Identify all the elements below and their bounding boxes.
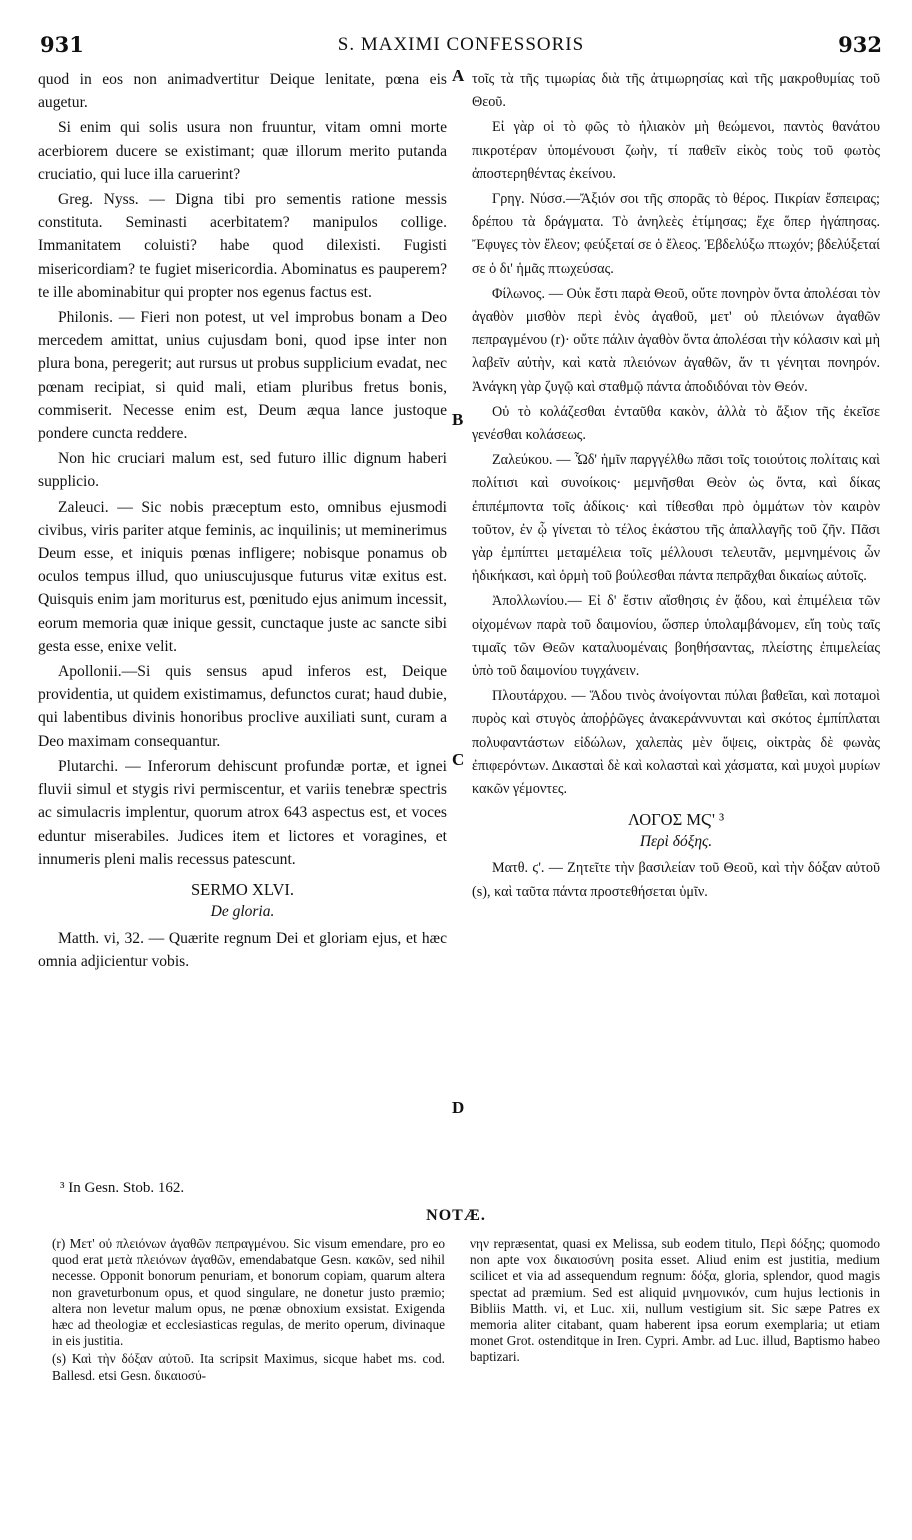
greek-paragraph: Εἰ γὰρ οἱ τὸ φῶς τὸ ἡλιακὸν μὴ θεώμενοι, παντὸς θανάτου πικροτέραν ὑπομένουσι ζωὴν, τί παθεῖν εἰκὸς τοὺς τοῦ φωτὸς ἀποστερηθέντας ἐκείνου. xyxy=(472,119,880,182)
footnote: ³ In Gesn. Stob. 162. xyxy=(60,1180,185,1196)
latin-paragraph: Philonis. — Fieri non potest, ut vel improbus bonam a Deo mercedem amittat, unius cujusdam boni, quod ipse inter non plura bona, peregerit; aut rursus ut probus supplicium evadat, nec pœnam recipiat, si quid mali, etiam pluribus fretus bonis, commiserit. Necesse enim est, Deum æqua lance justoque pondere cuncta reddere. xyxy=(38,309,447,443)
running-title: S. MAXIMI CONFESSORIS xyxy=(337,34,585,55)
latin-paragraph: Matth. vi, 32. — Quærite regnum Dei et gloriam ejus, et hæc omnia adjicientur vobis. xyxy=(38,929,447,971)
sermo-subtitle: De gloria. xyxy=(210,902,275,920)
notes-right-column xyxy=(470,1236,880,1368)
page-number-right: 932 xyxy=(838,32,882,57)
greek-paragraph: Ζαλεύκου. — Ὧδ' ἡμῖν παργγέλθω πᾶσι τοῖς τοιούτοις πολίταις καὶ πολίτισι καὶ συνοίκοις· μεμνῆσθαι Θεὸν ὡς ὄντα, καὶ δίκας ἐπιπέμποντα τοῖς ἀδίκοις· καὶ τίθεσθαι πρὸ ὀμμάτων τὸν καιρὸν τοῦτον, ἐν ᾧ γίνεται τὸ τέλος ἑκάστου τῆς ἀπαλλαγῆς τοῦ ζῆν. Πᾶσι γὰρ ἐμπίπτει μεταμέλεια τοῖς μέλλουσι τελευτᾶν, μεμνημένοις ὧν ἠδικήκασι, καὶ ὁρμὴ τοῦ βούλεσθαι πάντα πεπρᾶχθαι δικαίως αὐτοῖς. xyxy=(472,452,880,585)
greek-paragraph: Πλουτάρχου. — Ἅδου τινὸς ἀνοίγονται πύλαι βαθεῖαι, καὶ ποταμοὶ πυρὸς καὶ στυγὸς ἀποῤῥῶγες ἀνακεράννυνται καὶ σκότος ἐμπίπλαται πολυφαντάστων εἰδώλων, χαλεπὰς μὲν ὄψεις, οἰκτρὰς δὲ φωνὰς ἐπιφερόντων. Δικασταὶ δὲ καὶ κολασταὶ καὶ χάσματα, καὶ μυχοὶ μυρίων κακῶν γέμοντες. xyxy=(472,688,880,798)
notae-title: NOTÆ. xyxy=(426,1207,486,1224)
greek-paragraph: Ματθ. ϛ'. — Ζητεῖτε τὴν βασιλείαν τοῦ Θεοῦ, καὶ τὴν δόξαν αὐτοῦ (s), καὶ ταῦτα πάντα προστεθήσεται ὑμῖν. xyxy=(472,860,880,900)
note-paragraph: (s) Καὶ τὴν δόξαν αὐτοῦ. Ita scripsit Maximus, sicque habet ms. cod. Ballesd. etsi Gesn. δικαιοσύ- xyxy=(52,1351,445,1383)
greek-paragraph: Ἀπολλωνίου.— Εἰ δ' ἔστιν αἴσθησις ἐν ᾅδου, καὶ ἐπιμέλεια τῶν οἰχομένων παρὰ τοῦ δαιμονίου, ὥσπερ ὑπολαμβάνομεν, εἴη τοὺς ταῖς τιμαῖς τῶν Θεῶν καταλυομέναις βοηθήσαντας, πλείστης ἐπιμελείας ὑπὸ τοῦ δαιμονίου τυγχάνειν. xyxy=(472,593,880,680)
note-paragraph: (r) Μετ' οὐ πλειόνων ἀγαθῶν πεπραγμένου. Sic visum emendare, pro eo quod erat μετὰ πλειόνων ἀγαθῶν, emendabatque Gesn. κακῶν, sed nihil necesse. Opponit bonorum penuriam, et bonorum copiam, quarum altera non graveturbonum opus, et quod singulare, ne donetur justo præmio; altera non levetur malum opus, ne pœnæ obnoxium exsistat. Exigenda hæc ad theologiæ et ecclesiasticas regulas, de merito operum, divinaque in eis justitia. xyxy=(52,1236,445,1349)
latin-paragraph: Zaleuci. — Sic nobis præceptum esto, omnibus ejusmodi civibus, viris pariter atque feminis, ac inquilinis; ut meminerimus Deum esse, et iniquis pœnas infligere; nobisque ponamus ob oculos tempus illud, quo uniuscujusque futurus vitæ exitus est. Quisquis enim jam moriturus est, pœnitudo ejus animum incessit, eorum memoria quæ inique gessit, cunctaque juste ac sancte sibi gesta esse, enixe velit. xyxy=(38,498,447,655)
greek-paragraph: Οὐ τὸ κολάζεσθαι ἐνταῦθα κακὸν, ἀλλὰ τὸ ἄξιον τῆς ἐκεῖσε γενέσθαι κολάσεως. xyxy=(472,403,880,444)
latin-paragraph: Apollonii.—Si quis sensus apud inferos est, Deique providentia, ut quidem existimamus, defunctos curat; haud dubie, qui labentibus divinis honoribus proclive auxiliati sunt, curam a Deo maximam consequantur. xyxy=(38,663,447,750)
page-number-left: 931 xyxy=(40,32,84,57)
logos-subtitle: Περὶ δόξης. xyxy=(639,833,713,851)
notes-left-column xyxy=(52,1236,445,1386)
logos-title: ΛΟΓΟΣ ΜϚ' ³ xyxy=(627,810,725,830)
greek-column xyxy=(472,68,880,906)
greek-paragraph: τοῖς τὰ τῆς τιμωρίας διὰ τῆς ἀτιμωρησίας καὶ τῆς μακροθυμίας τοῦ Θεοῦ. xyxy=(472,71,880,111)
sermo-title: SERMO XLVI. xyxy=(191,879,294,899)
latin-paragraph: Plutarchi. — Inferorum dehiscunt profundæ portæ, et ignei fluvii simul et stygis rivi permiscentur, et variis tenebræ spectris ac simulacris implentur, quorum atrox 643 aspectus est, et voces eduntur miserabiles. Judices item et lictores et voragines, et innumeris pleni malis recessus patescunt. xyxy=(38,757,447,868)
margin-letter-c: C xyxy=(452,750,465,769)
margin-letter-a: A xyxy=(452,66,465,85)
page-header xyxy=(40,32,882,62)
latin-paragraph: Si enim qui solis usura non fruuntur, vitam omni morte acerbiorem ducere se existimant; quæ illorum merito putanda cruciatio, qui luce illa caruerint? xyxy=(38,119,447,183)
latin-paragraph: Non hic cruciari malum est, sed futuro illic dignum haberi supplicio. xyxy=(38,450,447,491)
note-paragraph: νην repræsentat, quasi ex Melissa, sub eodem titulo, Περὶ δόξης; quomodo non apte vox δικαιοσύνη posita esset. Aliud enim est justitia, medium scilicet et via ad assequendum regnum: δόξα, gloria, splendor, quod magis spectat ad præmium. Sed est aliquid μνημονικόν, cum hujus lectionis in Bibliis Matth. vi, et Luc. xii, nullum vestigium sit. Sic sæpe Patres ex memoria aliter citabant, quam haberent ipsa eorum exemplaria; ut etiam monet Grot. ostenditque in Iren. Cypri. Ambr. ad Luc. illud, Baptismo habeo baptizari. xyxy=(470,1236,880,1365)
latin-column xyxy=(38,68,447,975)
margin-letter-b: B xyxy=(452,410,464,429)
latin-paragraph: quod in eos non animadvertitur Deique lenitate, pœna eis augetur. xyxy=(38,71,447,112)
greek-paragraph: Γρηγ. Νύσσ.—Ἄξιόν σοι τῆς σπορᾶς τὸ θέρος. Πικρίαν ἔσπειρας; δρέπου τὰ δράγματα. Τὸ ἀνηλεὲς ἐτίμησας; ἔχε ὅπερ ἠγάπησας. Ἔφυγες τὸν ἔλεον; φεύξεταί σε ὁ ἔλεος. Ἐβδελύξω πτωχόν; βδελύξεταί σε ὁ δι' ἡμᾶς πτωχεύσας. xyxy=(472,191,880,277)
greek-paragraph: Φίλωνος. — Οὐκ ἔστι παρὰ Θεοῦ, οὔτε πονηρὸν ὄντα ἀπολέσαι τὸν ἀγαθὸν μισθὸν περὶ ἑνὸς ἀγαθοῦ, μετ' οὐ πλειόνων ἀγαθῶν πεπραγμένου (r)· οὔτε πάλιν ἀγαθὸν ὄντα ἀπολέσαι τὴν κόλασιν καὶ μὴ λαβεῖν αὐτὴν, καὶ κατὰ πλειόνων ἀγαθῶν, ἄν τι γένηται πονηρόν. Ἀνάγκη γὰρ ζυγῷ καὶ σταθμῷ πάντα ἀποδιδόναι τὸν Θεόν. xyxy=(472,285,880,395)
margin-letter-d: D xyxy=(452,1098,465,1117)
latin-paragraph: Greg. Nyss. — Digna tibi pro sementis ratione messis constituta. Seminasti acerbitatem? manipulos collige. Immanitatem coluisti? habe quod dilexisti. Fugisti misericordiam? te fugiet misericordia. Abominatus es pauperem? te ille abominabitur qui propter nos egenus factus est. xyxy=(38,191,447,301)
